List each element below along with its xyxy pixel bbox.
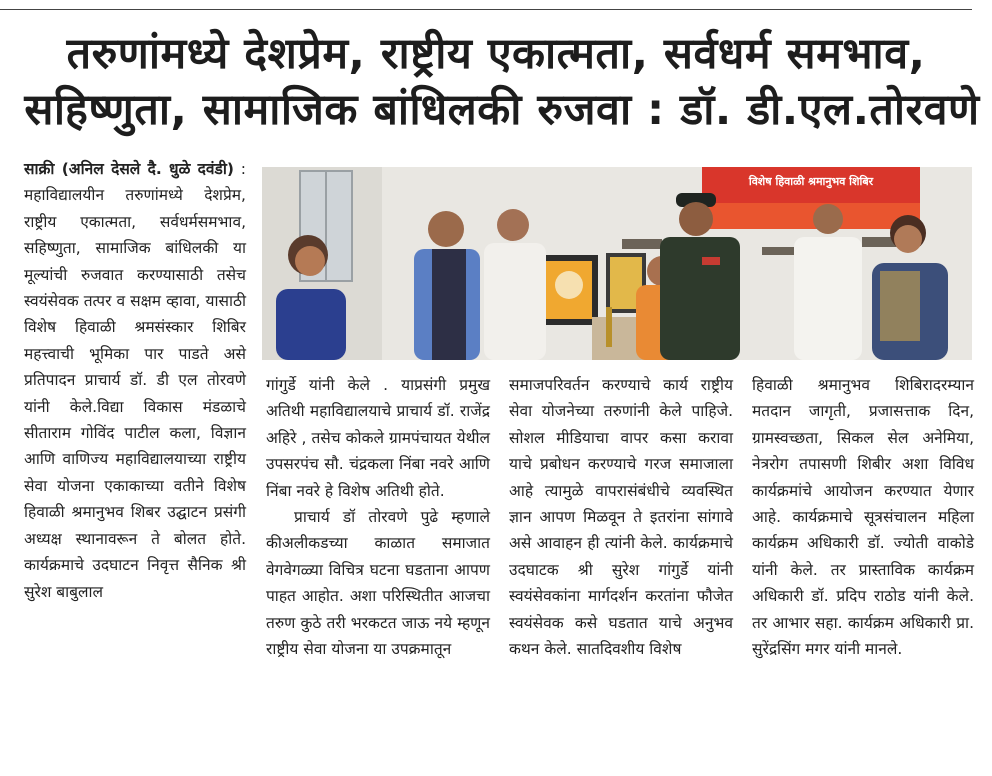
- top-rule: [0, 9, 972, 10]
- headline-line-2: सहिष्णुता, सामाजिक बांधिलकी रुजवा : डॉ. डी.एल.तोरवणे: [24, 85, 980, 135]
- lead-paragraph: [24, 156, 246, 605]
- volunteer-figure: [276, 289, 346, 360]
- column-4-paragraph: हिवाळी श्रमानुभव शिबिरादरम्यान मतदान जागृती, प्रजासत्ताक दिन, ग्रामस्वच्छता, सिकल सेल अनेमिया, नेत्ररोग तपासणी शिबीर अशा विविध कार्यक्रमांचे आयोजन करण्यात येणार आहे. कार्यक्रमाचे सूत्रसंचालन महिला कार्यक्रम अधिकारी डॉ. ज्योती वाकोडे यांनी केले. तर प्रास्ताविक कार्यक्रम अधिकारी डॉ. प्रदिप राठोड यांनी केले. तर आभार सहा. कार्यक्रम अधिकारी प्रा. सुरेंद्रसिंग मगर यांनी मानले.: [752, 376, 974, 659]
- event-photo: [262, 167, 972, 360]
- article-column-2: [266, 372, 490, 662]
- banner-text: विशेष हिवाळी श्रमानुभव शिबिर: [748, 175, 874, 188]
- article-column-3: [509, 372, 733, 662]
- lead-body: : महाविद्यालयीन तरुणांमध्ये देशप्रेम, राष्ट्रीय एकात्मता, सर्वधर्मसमभाव, सहिष्णुता, सामाजिक बांधिलकी या मूल्यांची रुजवात करण्यासाठी तसेच स्वयंसेवक तत्पर व सक्षम व्हावा, यासाठी विशेष हिवाळी श्रमसंस्कार शिबिर महत्त्वाची भूमिका पार पाडते असे प्रतिपादन प्राचार्य डॉ. डी एल तोरवणे यांनी केले.विद्या विकास मंडळाचे सीताराम गोविंद पाटील कला, विज्ञान आणि वाणिज्य महाविद्यालयाच्या राष्ट्रीय सेवा योजना एकाकाच्या वतीने विशेष हिवाळी श्रमानुभव शिबर उद्घाटन प्रसंगी अध्यक्ष स्थानावरून ते बोलत होते. कार्यक्रमाचे उदघाटन निवृत्त सैनिक श्री सुरेश बाबुलाल: [24, 160, 246, 601]
- event-photo-illustration: [262, 167, 972, 360]
- column-3-paragraph: समाजपरिवर्तन करण्याचे कार्य राष्ट्रीय सेवा योजनेच्या तरुणांनी केले पाहिजे. सोशल मीडियाचा वापर कसा करावा याचे प्रबोधन करण्याचे गरज समाजाला आहे त्यामुळे वापरासंबंधीचे व्यवस्थित ज्ञान आपण मिळवून ते इतरांना सांगावे असे आवाहन ही त्यांनी केले. कार्यक्रमाचे उदघाटक श्री सुरेश गांगुर्डे यांनी स्वयंसेवकांना मार्गदर्शन करतांना फौजेत स्वयंसेवक कसे घडतात याचे अनुभव कथन केले. सातदिवशीय विशेष: [509, 376, 733, 659]
- article-column-4: [752, 372, 974, 662]
- column-2-paragraph-1: गांगुर्डे यांनी केले . याप्रसंगी प्रमुख अतिथी महाविद्यालयाचे प्राचार्य डॉ. राजेंद्र अहिरे , तसेच कोकले ग्रामपंचायत येथील उपसरपंच सौ. चंद्रकला निंबा नवरे आणि निंबा नवरे हे विशेष अतिथी होते.: [266, 376, 490, 500]
- column-2-paragraph-2: प्राचार्य डॉ तोरवणे पुढे म्हणाले कीअलीकडच्या काळात समाजात वेगवेगळ्या विचित्र घटना घडताना आपण पाहत आहोत. अशा परिस्थितीत आजचा तरुण कुठे तरी भरकटत जाऊ नये म्हणून राष्ट्रीय सेवा योजना या उपक्रमातून: [266, 508, 490, 659]
- headline-line-1: तरुणांमध्ये देशप्रेम, राष्ट्रीय एकात्मता, सर्वधर्म समभाव,: [66, 29, 926, 79]
- article-column-1: [24, 156, 246, 605]
- soldier-figure: [660, 237, 740, 360]
- dateline: साक्री (अनिल देसले दै. धुळे दवंडी): [24, 160, 234, 178]
